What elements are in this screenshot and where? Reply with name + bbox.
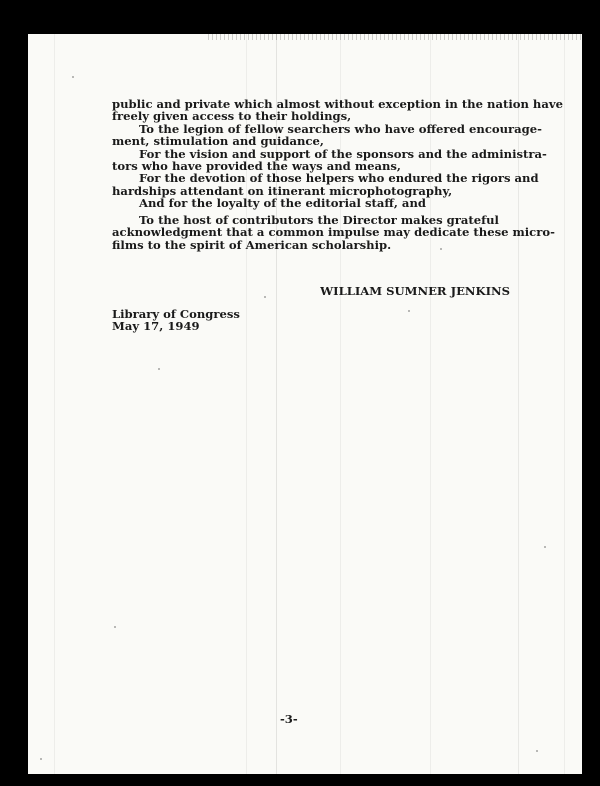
body-line: public and private which almost without exception in the nation have	[112, 97, 563, 111]
scan-streak	[54, 34, 55, 774]
page-number: -3-	[280, 712, 298, 726]
body-line: ment, stimulation and guidance,	[112, 134, 324, 149]
author-signature: WILLIAM SUMNER JENKINS	[320, 284, 510, 298]
scan-noise-top	[208, 34, 582, 40]
body-line: And for the loyalty of the editorial staff, and	[139, 196, 426, 211]
closing-line: films to the spirit of American scholarship.	[112, 237, 392, 252]
scan-streak	[518, 34, 519, 774]
body-line: freely given access to their holdings,	[112, 109, 352, 124]
scan-speck	[536, 750, 538, 752]
document-page	[28, 34, 582, 774]
body-line: For the devotion of those helpers who endured the rigors and	[139, 171, 539, 186]
scan-speck	[114, 626, 116, 628]
body-line: hardships attendant on itinerant microphotography,	[112, 183, 453, 198]
body-line: To the legion of fellow searchers who have offered encourage-	[139, 121, 542, 136]
scan-speck	[544, 546, 546, 548]
scan-speck	[158, 368, 160, 370]
closing-line: acknowledgment that a common impulse may dedicate these micro-	[112, 225, 555, 240]
scan-speck	[408, 310, 410, 312]
scan-speck	[72, 76, 74, 78]
scan-speck	[264, 296, 266, 298]
scan-speck	[40, 758, 42, 760]
place-and-date	[112, 308, 240, 333]
place-line: Library of Congress	[112, 307, 240, 321]
date-line: May 17, 1949	[112, 319, 200, 334]
closing-line: To the host of contributors the Director makes grateful	[139, 213, 499, 227]
acknowledgment-paragraph	[112, 97, 563, 211]
body-line: tors who have provided the ways and means,	[112, 158, 401, 173]
scan-streak	[564, 34, 565, 774]
body-line: For the vision and support of the sponsors and the administra-	[139, 146, 547, 161]
closing-paragraph	[112, 213, 555, 252]
